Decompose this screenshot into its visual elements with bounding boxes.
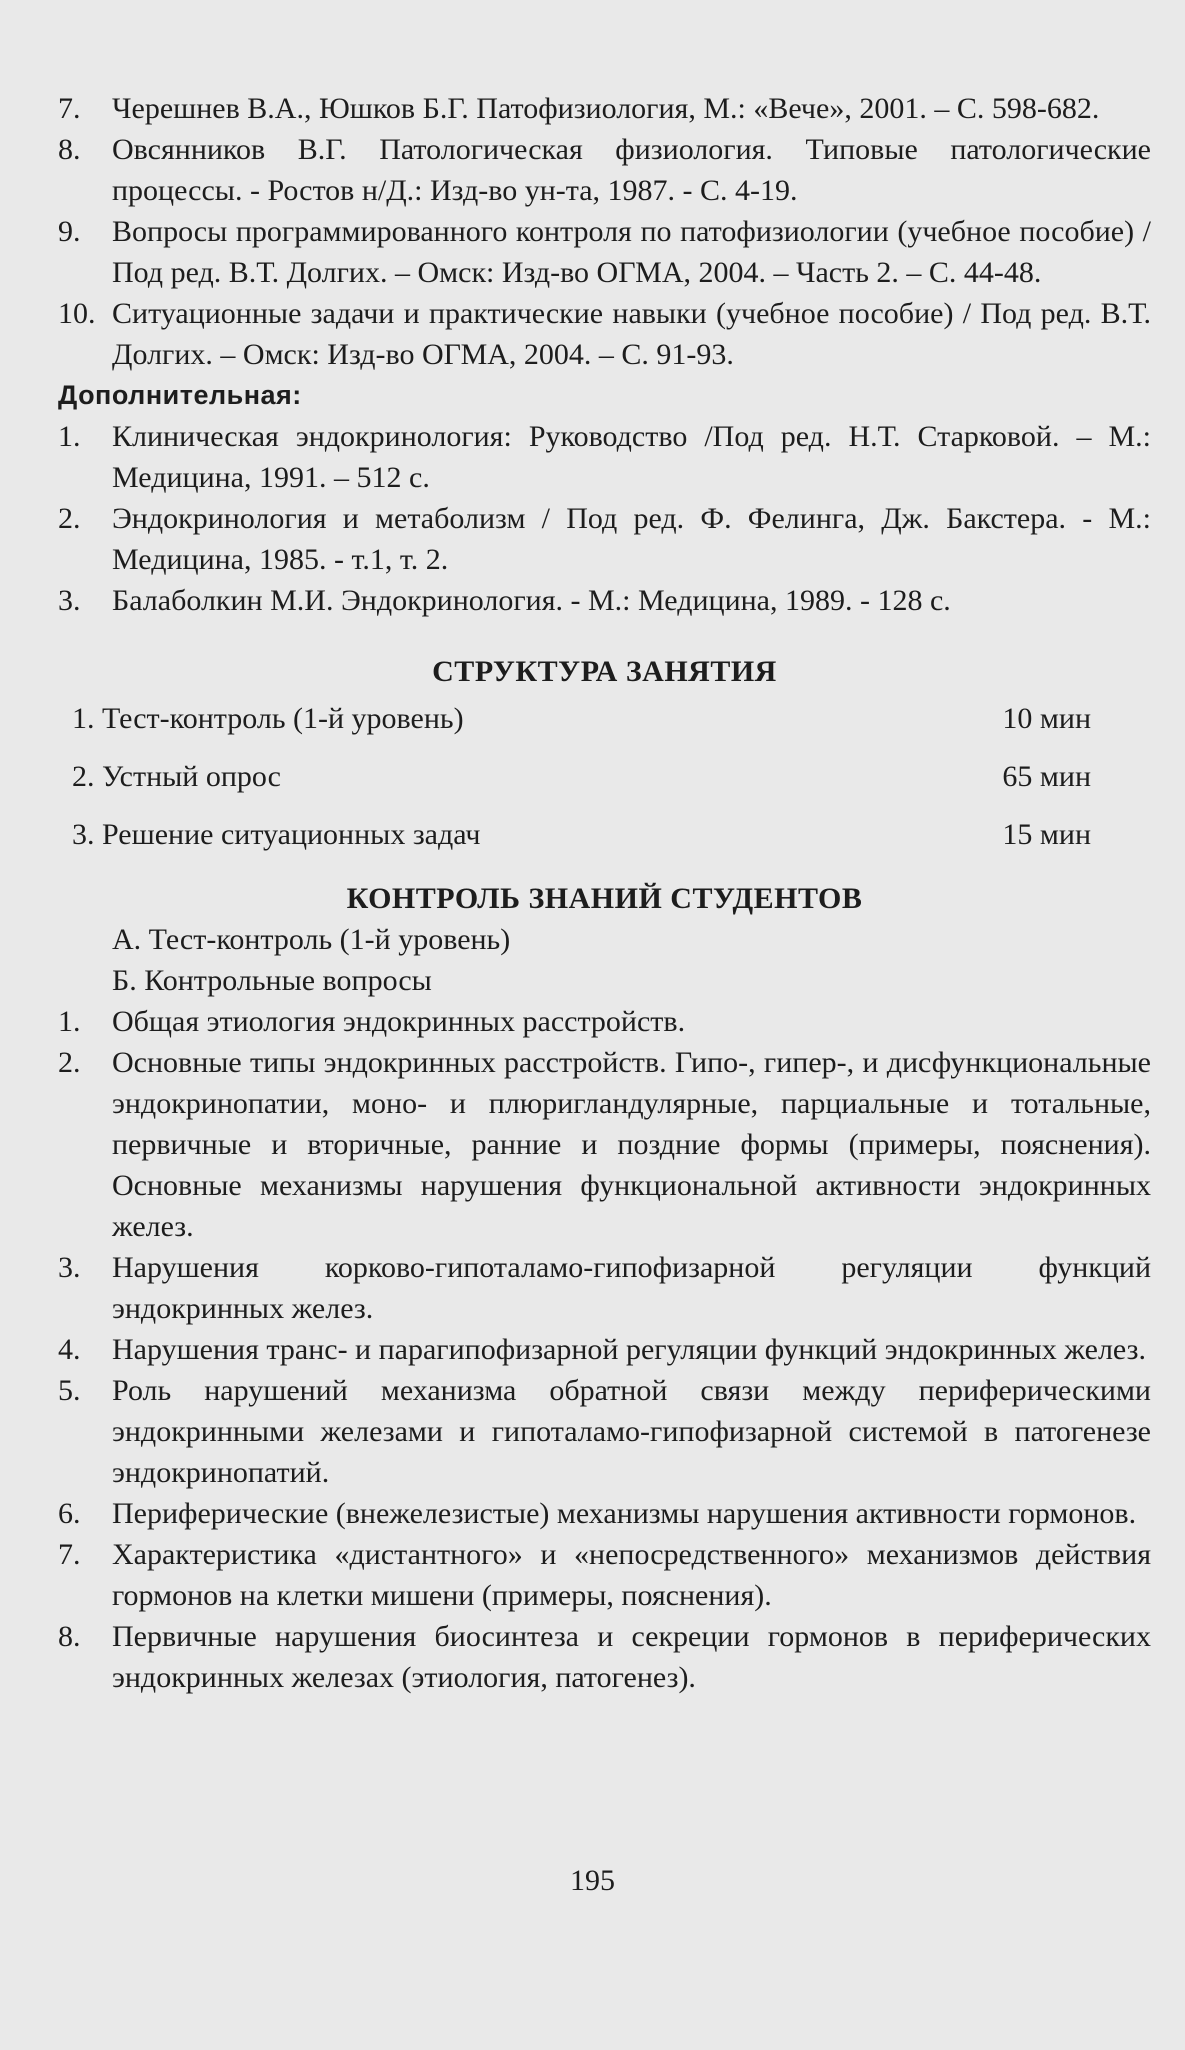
item-text: Овсянников В.Г. Патологическая физиология. Типовые патологические процессы. - Ростов н/Д.: Изд-во ун-та, 1987. - С. 4-19.: [112, 133, 1151, 207]
list-item: [58, 416, 1151, 498]
item-number: 8.: [58, 133, 81, 166]
item-number: 7.: [58, 92, 81, 125]
structure-table: [58, 698, 1151, 872]
item-number: 9.: [58, 215, 81, 248]
list-item: [58, 1370, 1151, 1493]
list-item: [58, 1247, 1151, 1329]
item-text: Роль нарушений механизма обратной связи между периферическими эндокринными железами и гипоталамо-гипофизарной системой в патогенезе эндокринопатий.: [112, 1374, 1151, 1489]
item-number: 8.: [58, 1620, 81, 1653]
item-number: 2.: [58, 1046, 81, 1079]
item-number: 3.: [58, 1251, 81, 1284]
control-subitem: А. Тест-контроль (1-й уровень): [112, 923, 511, 956]
item-text: Ситуационные задачи и практические навыки (учебное пособие) / Под ред. В.Т. Долгих. – Омск: Изд-во ОГМА, 2004. – С. 91-93.: [112, 297, 1151, 371]
item-number: 4.: [58, 1333, 81, 1366]
item-number: 10.: [58, 297, 96, 330]
structure-title: СТРУКТУРА ЗАНЯТИЯ: [432, 655, 777, 688]
structure-time: 15 мин: [1002, 818, 1091, 851]
structure-row: [58, 756, 1151, 814]
item-text: Первичные нарушения биосинтеза и секреции гормонов в периферических эндокринных железах (этиология, патогенез).: [112, 1620, 1151, 1694]
item-number: 1.: [58, 1005, 81, 1038]
item-number: 1.: [58, 420, 81, 453]
list-item: [58, 1329, 1151, 1370]
structure-row: [58, 814, 1151, 872]
structure-label: 2. Устный опрос: [72, 760, 281, 793]
item-text: Клиническая эндокринология: Руководство /Под ред. Н.Т. Старковой. – М.: Медицина, 1991. – 512 с.: [112, 420, 1151, 494]
control-subitem: Б. Контрольные вопросы: [112, 964, 432, 997]
list-item: [58, 1493, 1151, 1534]
structure-time: 10 мин: [1002, 702, 1091, 735]
item-number: 3.: [58, 584, 81, 617]
item-number: 2.: [58, 502, 81, 535]
item-number: 6.: [58, 1497, 81, 1530]
item-text: Балаболкин М.И. Эндокринология. - М.: Медицина, 1989. - 128 с.: [112, 584, 951, 617]
list-item: [58, 498, 1151, 580]
question-list: [58, 1001, 1151, 1698]
item-text: Вопросы программированного контроля по патофизиологии (учебное пособие) / Под ред. В.Т. Долгих. – Омск: Изд-во ОГМА, 2004. – Часть 2. – С. 44-48.: [112, 215, 1151, 289]
structure-time: 65 мин: [1002, 760, 1091, 793]
list-item: [58, 580, 1151, 621]
list-item: [58, 1616, 1151, 1698]
structure-label: 3. Решение ситуационных задач: [72, 818, 481, 851]
list-item: [58, 88, 1151, 129]
structure-label: 1. Тест-контроль (1-й уровень): [72, 702, 464, 735]
item-text: Периферические (внежелезистые) механизмы нарушения активности гормонов.: [112, 1497, 1137, 1530]
additional-reference-list: [58, 416, 1151, 621]
additional-heading: Дополнительная:: [58, 380, 302, 410]
list-item: [58, 211, 1151, 293]
list-item: [58, 1042, 1151, 1247]
item-text: Основные типы эндокринных расстройств. Гипо-, гипер-, и дисфункциональные эндокринопатии, моно- и плюригландулярные, парциальные и тотальные, первичные и вторичные, ранние и поздние формы (примеры, пояснения). Основные механизмы нарушения функциональной активности эндокринных желез.: [112, 1046, 1151, 1243]
item-number: 5.: [58, 1374, 81, 1407]
list-item: [58, 1534, 1151, 1616]
item-number: 7.: [58, 1538, 81, 1571]
item-text: Черешнев В.А., Юшков Б.Г. Патофизиология, М.: «Вече», 2001. – С. 598-682.: [112, 92, 1100, 125]
item-text: Нарушения корково-гипоталамо-гипофизарной регуляции функций эндокринных желез.: [112, 1251, 1151, 1325]
list-item: [58, 129, 1151, 211]
item-text: Эндокринология и метаболизм / Под ред. Ф. Фелинга, Дж. Бакстера. - М.: Медицина, 1985. - т.1, т. 2.: [112, 502, 1151, 576]
structure-row: [58, 698, 1151, 756]
list-item: [58, 293, 1151, 375]
reference-list: [58, 88, 1151, 375]
list-item: [58, 1001, 1151, 1042]
item-text: Характеристика «дистантного» и «непосредственного» механизмов действия гормонов на клетки мишени (примеры, пояснения).: [112, 1538, 1151, 1612]
page-number: 195: [570, 1864, 615, 1897]
control-title: КОНТРОЛЬ ЗНАНИЙ СТУДЕНТОВ: [346, 882, 863, 915]
item-text: Общая этиология эндокринных расстройств.: [112, 1005, 686, 1038]
item-text: Нарушения транс- и парагипофизарной регуляции функций эндокринных желез.: [112, 1333, 1146, 1366]
